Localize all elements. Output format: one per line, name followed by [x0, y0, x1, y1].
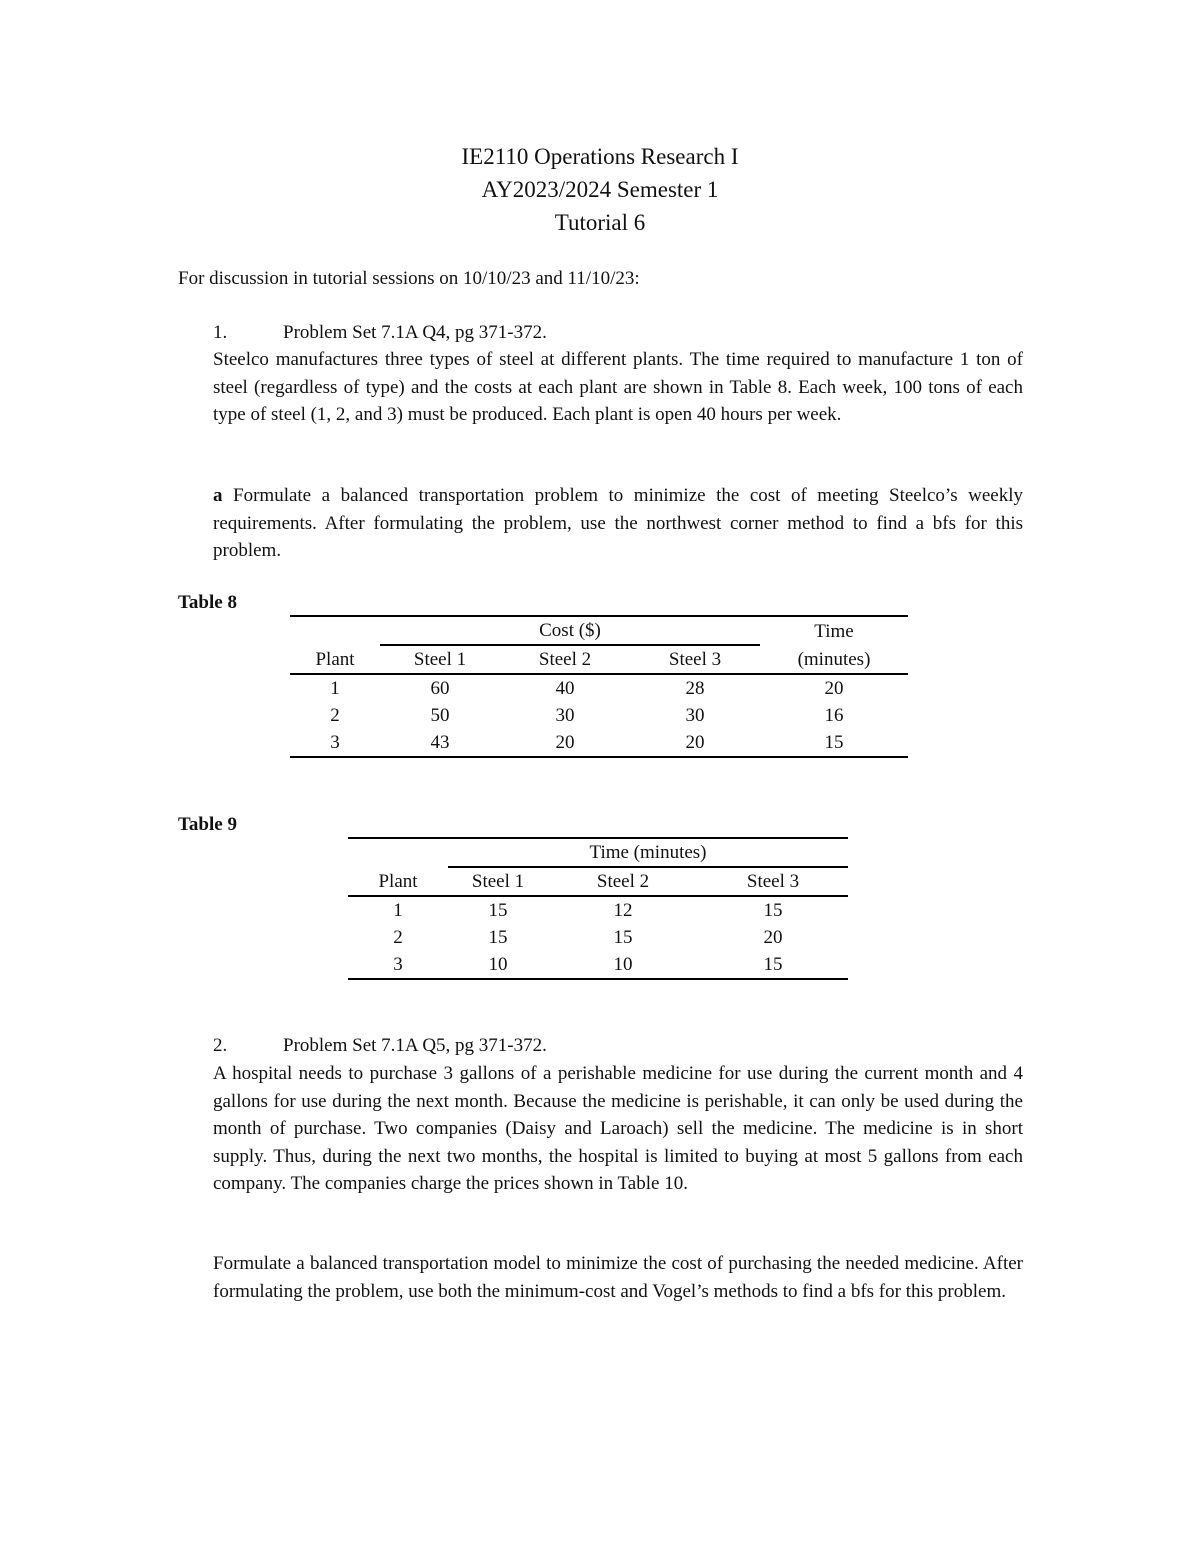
- table-cell: 3: [393, 954, 403, 975]
- table8-header-plant: Plant: [290, 645, 380, 674]
- table-cell: 1: [330, 678, 340, 699]
- table-cell: 15: [763, 954, 783, 975]
- table-cell: 15: [488, 900, 508, 921]
- intro-text: For discussion in tutorial sessions on 10/10/23 and 11/10/23:: [178, 268, 640, 289]
- table-cell: 20: [685, 732, 705, 753]
- tutorial-title: Tutorial 6: [554, 210, 646, 235]
- table-cell: 30: [685, 705, 705, 726]
- table9-header-steel2: Steel 2: [548, 867, 698, 896]
- table-row: [290, 702, 908, 729]
- table-cell: 43: [430, 732, 450, 753]
- q1-number: 1.: [213, 322, 228, 343]
- q1-part-a-label: a: [213, 485, 223, 506]
- table9-header-steel1: Steel 1: [448, 867, 548, 896]
- table-cell: 20: [555, 732, 575, 753]
- table-cell: 50: [430, 705, 450, 726]
- table-cell: 30: [555, 705, 575, 726]
- q1-heading: [213, 319, 547, 347]
- q1-body: Steelco manufactures three types of steel at different plants. The time required to manufacture 1 ton of steel (regardless of type) and the costs at each plant are shown in Table 8. Each week, 100 tons of each type of steel (1, 2, and 3) must be produced. Each plant is open 40 hours per week.: [213, 349, 1023, 425]
- table9-label: Table 9: [178, 814, 237, 835]
- q1-title: Problem Set 7.1A Q4, pg 371-372.: [283, 322, 547, 343]
- table-row: [348, 951, 848, 979]
- q2-number: 2.: [213, 1035, 228, 1056]
- table8-header-steel1: Steel 1: [380, 645, 500, 674]
- q1-part-a-text: Formulate a balanced transportation problem to minimize the cost of meeting Steelco’s weekly requirements. After formulating the problem, use the northwest corner method to find a bfs for this problem.: [213, 485, 1023, 561]
- table-cell: 2: [330, 705, 340, 726]
- table-cell: 60: [430, 678, 450, 699]
- table-cell: 15: [613, 927, 633, 948]
- table-cell: 40: [555, 678, 575, 699]
- table-cell: 10: [613, 954, 633, 975]
- semester-title: AY2023/2024 Semester 1: [481, 177, 719, 202]
- table-row: [348, 896, 848, 924]
- q2-title: Problem Set 7.1A Q5, pg 371-372.: [283, 1035, 547, 1056]
- table9-group-time: Time (minutes): [448, 838, 848, 867]
- table-cell: 3: [330, 732, 340, 753]
- table-cell: 10: [488, 954, 508, 975]
- table9-header-steel3: Steel 3: [698, 867, 848, 896]
- table8: [290, 615, 908, 758]
- table8-group-cost: Cost ($): [380, 616, 760, 645]
- table-cell: 12: [613, 900, 633, 921]
- table-cell: 15: [488, 927, 508, 948]
- table9-header-blank: [348, 838, 448, 867]
- table-cell: 20: [763, 927, 783, 948]
- table-cell: 20: [824, 678, 844, 699]
- table-cell: 16: [824, 705, 844, 726]
- table-cell: 15: [824, 732, 844, 753]
- table9-header-plant: Plant: [348, 867, 448, 896]
- table8-header-steel3: Steel 3: [630, 645, 760, 674]
- table8-header-blank: [290, 616, 380, 645]
- table8-header-minutes: (minutes): [760, 645, 908, 674]
- q2-heading: [213, 1032, 547, 1060]
- table-cell: 1: [393, 900, 403, 921]
- q2-body2: Formulate a balanced transportation model to minimize the cost of purchasing the needed medicine. After formulating the problem, use both the minimum-cost and Vogel’s methods to find a bfs for this problem.: [213, 1253, 1023, 1302]
- document-header: [0, 140, 1200, 239]
- table-row: [290, 674, 908, 702]
- table-row: [290, 729, 908, 757]
- table8-header-steel2: Steel 2: [500, 645, 630, 674]
- table-cell: 2: [393, 927, 403, 948]
- q2-body: A hospital needs to purchase 3 gallons of a perishable medicine for use during the current month and 4 gallons for use during the next month. Because the medicine is perishable, it can only be used during the month of purchase. Two companies (Daisy and Laroach) sell the medicine. The medicine is in short supply. Thus, during the next two months, the hospital is limited to buying at most 5 gallons from each company. The companies charge the prices shown in Table 10.: [213, 1063, 1023, 1194]
- table-cell: 28: [685, 678, 705, 699]
- table-row: [348, 924, 848, 951]
- table8-label: Table 8: [178, 592, 237, 613]
- q1-part-a: [213, 482, 1023, 565]
- course-title: IE2110 Operations Research I: [461, 144, 739, 169]
- table-cell: 15: [763, 900, 783, 921]
- table8-group-time: Time: [814, 620, 854, 642]
- table9: [348, 837, 848, 980]
